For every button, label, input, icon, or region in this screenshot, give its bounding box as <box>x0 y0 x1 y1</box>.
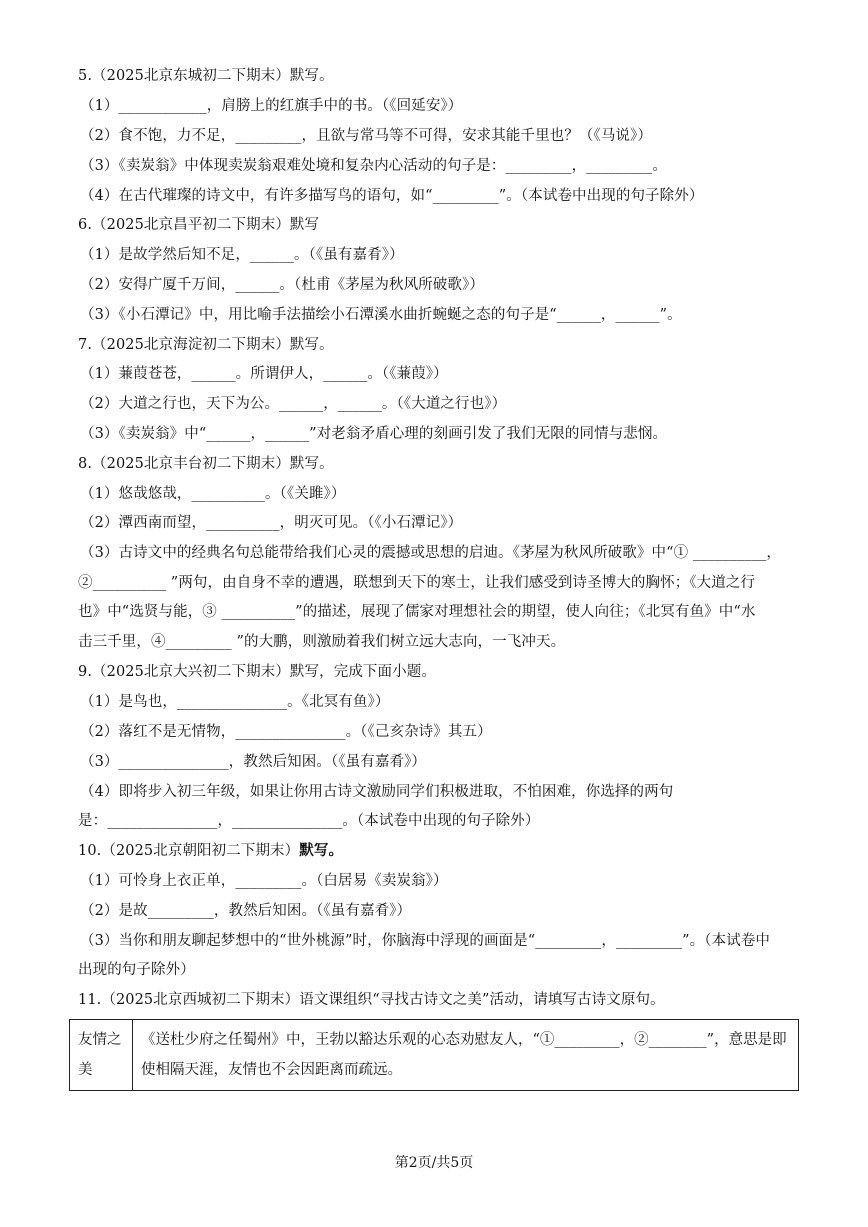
question-8-item-3-line-4: 击三千里，④_________ ”的大鹏，则激励着我们树立远大志向，一飞冲天。 <box>78 634 566 650</box>
question-8-item-1: （1）悠哉悠哉，__________。（《关雎》） <box>80 486 346 502</box>
question-5-item-3: （3）《卖炭翁》中体现卖炭翁艰难处境和复杂内心活动的句子是：_________，_________。 <box>80 158 667 174</box>
page-footer: 第2页/共5页 <box>394 1155 474 1171</box>
question-9-item-1: （1）是鸟也，_______________。《北冥有鱼》） <box>80 694 390 710</box>
question-10-item-1: （1）可怜身上衣正单，_________。（白居易《卖炭翁》） <box>80 873 448 889</box>
question-7-item-1: （1）蒹葭苍苍，______。所谓伊人，______。（《蒹葭》） <box>80 366 448 382</box>
question-7-item-3: （3）《卖炭翁》中“______，______”对老翁矛盾心理的刻画引发了我们无限的同情与悲悯。 <box>80 426 668 442</box>
question-10-header-text: 10.（2025北京朝阳初二下期末） <box>78 843 300 859</box>
question-9-header: 9.（2025北京大兴初二下期末）默写，完成下面小题。 <box>78 664 436 680</box>
question-7-header: 7.（2025北京海淀初二下期末）默写。 <box>78 337 334 353</box>
question-11-header: 11.（2025北京西城初二下期末）语文课组织“寻找古诗文之美”活动，请填写古诗文原句。 <box>78 992 665 1008</box>
question-8-item-3-line-2: ②__________ ”两句，由自身不幸的遭遇，联想到天下的寒士，让我们感受到诗圣博大的胸怀；《大道之行 <box>78 575 756 591</box>
question-5-item-2: （2）食不饱，力不足，_________，且欲与常马等不可得，安求其能千里也？（《马说》） <box>80 128 652 144</box>
question-10-header <box>78 841 798 861</box>
question-6-item-1: （1）是故学然后知不足，______。（《虽有嘉肴》） <box>80 247 404 263</box>
question-5-item-4: （4）在古代璀璨的诗文中，有许多描写鸟的语句，如“_________”。（本试卷中出现的句子除外） <box>80 188 704 204</box>
question-9-item-4-line-2: 是：_______________，_______________。（本试卷中出现的句子除外） <box>78 813 540 829</box>
question-8-item-3-line-1: （3）古诗文中的经典名句总能带给我们心灵的震撼或思想的启迪。《茅屋为秋风所破歌》中“① __________， <box>80 545 781 561</box>
question-6-header: 6.（2025北京昌平初二下期末）默写 <box>78 217 320 233</box>
question-5-item-1: （1）____________，肩膀上的红旗手中的书。（《回延安》） <box>80 98 463 114</box>
question-10-header-bold: 默写。 <box>299 842 344 859</box>
table-row <box>70 1020 799 1091</box>
question-8-item-2: （2）潭西南而望，__________，明灭可见。（《小石潭记》） <box>80 515 463 531</box>
answer-table <box>69 1019 799 1091</box>
question-10-item-3-line-1: （3）当你和朋友聊起梦想中的“世外桃源”时，你脑海中浮现的画面是“_________，_________”。（本试卷中 <box>80 933 771 949</box>
question-9-item-4-line-1: （4）即将步入初三年级，如果让你用古诗文激励同学们积极进取，不怕困难，你选择的两句 <box>80 784 674 800</box>
question-10-item-3-line-2: 出现的句子除外） <box>78 962 195 978</box>
question-6-item-2: （2）安得广厦千万间，______。（杜甫《茅屋为秋风所破歌》） <box>80 277 484 293</box>
question-6-item-3: （3）《小石潭记》中，用比喻手法描绘小石潭溪水曲折蜿蜒之态的句子是“______，______”。 <box>80 307 682 323</box>
question-9-item-2: （2）落红不是无情物，_______________。（《己亥杂诗》其五） <box>80 724 492 740</box>
question-7-item-2: （2）大道之行也，天下为公。______，______。（《大道之行也》） <box>80 396 507 412</box>
table-category-cell: 友情之美 <box>70 1020 133 1091</box>
question-9-item-3: （3）_______________，教然后知困。（《虽有嘉肴》） <box>80 754 427 770</box>
question-10-item-2: （2）是故_________，教然后知困。（《虽有嘉肴》） <box>80 903 412 919</box>
table-content-cell: 《送杜少府之任蜀州》中，王勃以豁达乐观的心态劝慰友人，“①_________，②________”，意思是即使相隔天涯，友情也不会因距离而疏远。 <box>133 1020 799 1091</box>
question-5-header: 5.（2025北京东城初二下期末）默写。 <box>78 68 334 84</box>
question-8-header: 8.（2025北京丰台初二下期末）默写。 <box>78 456 334 472</box>
question-8-item-3-line-3: 也》中“选贤与能，③ __________”的描述，展现了儒家对理想社会的期望，使人向往；《北冥有鱼》中“水 <box>78 604 756 620</box>
